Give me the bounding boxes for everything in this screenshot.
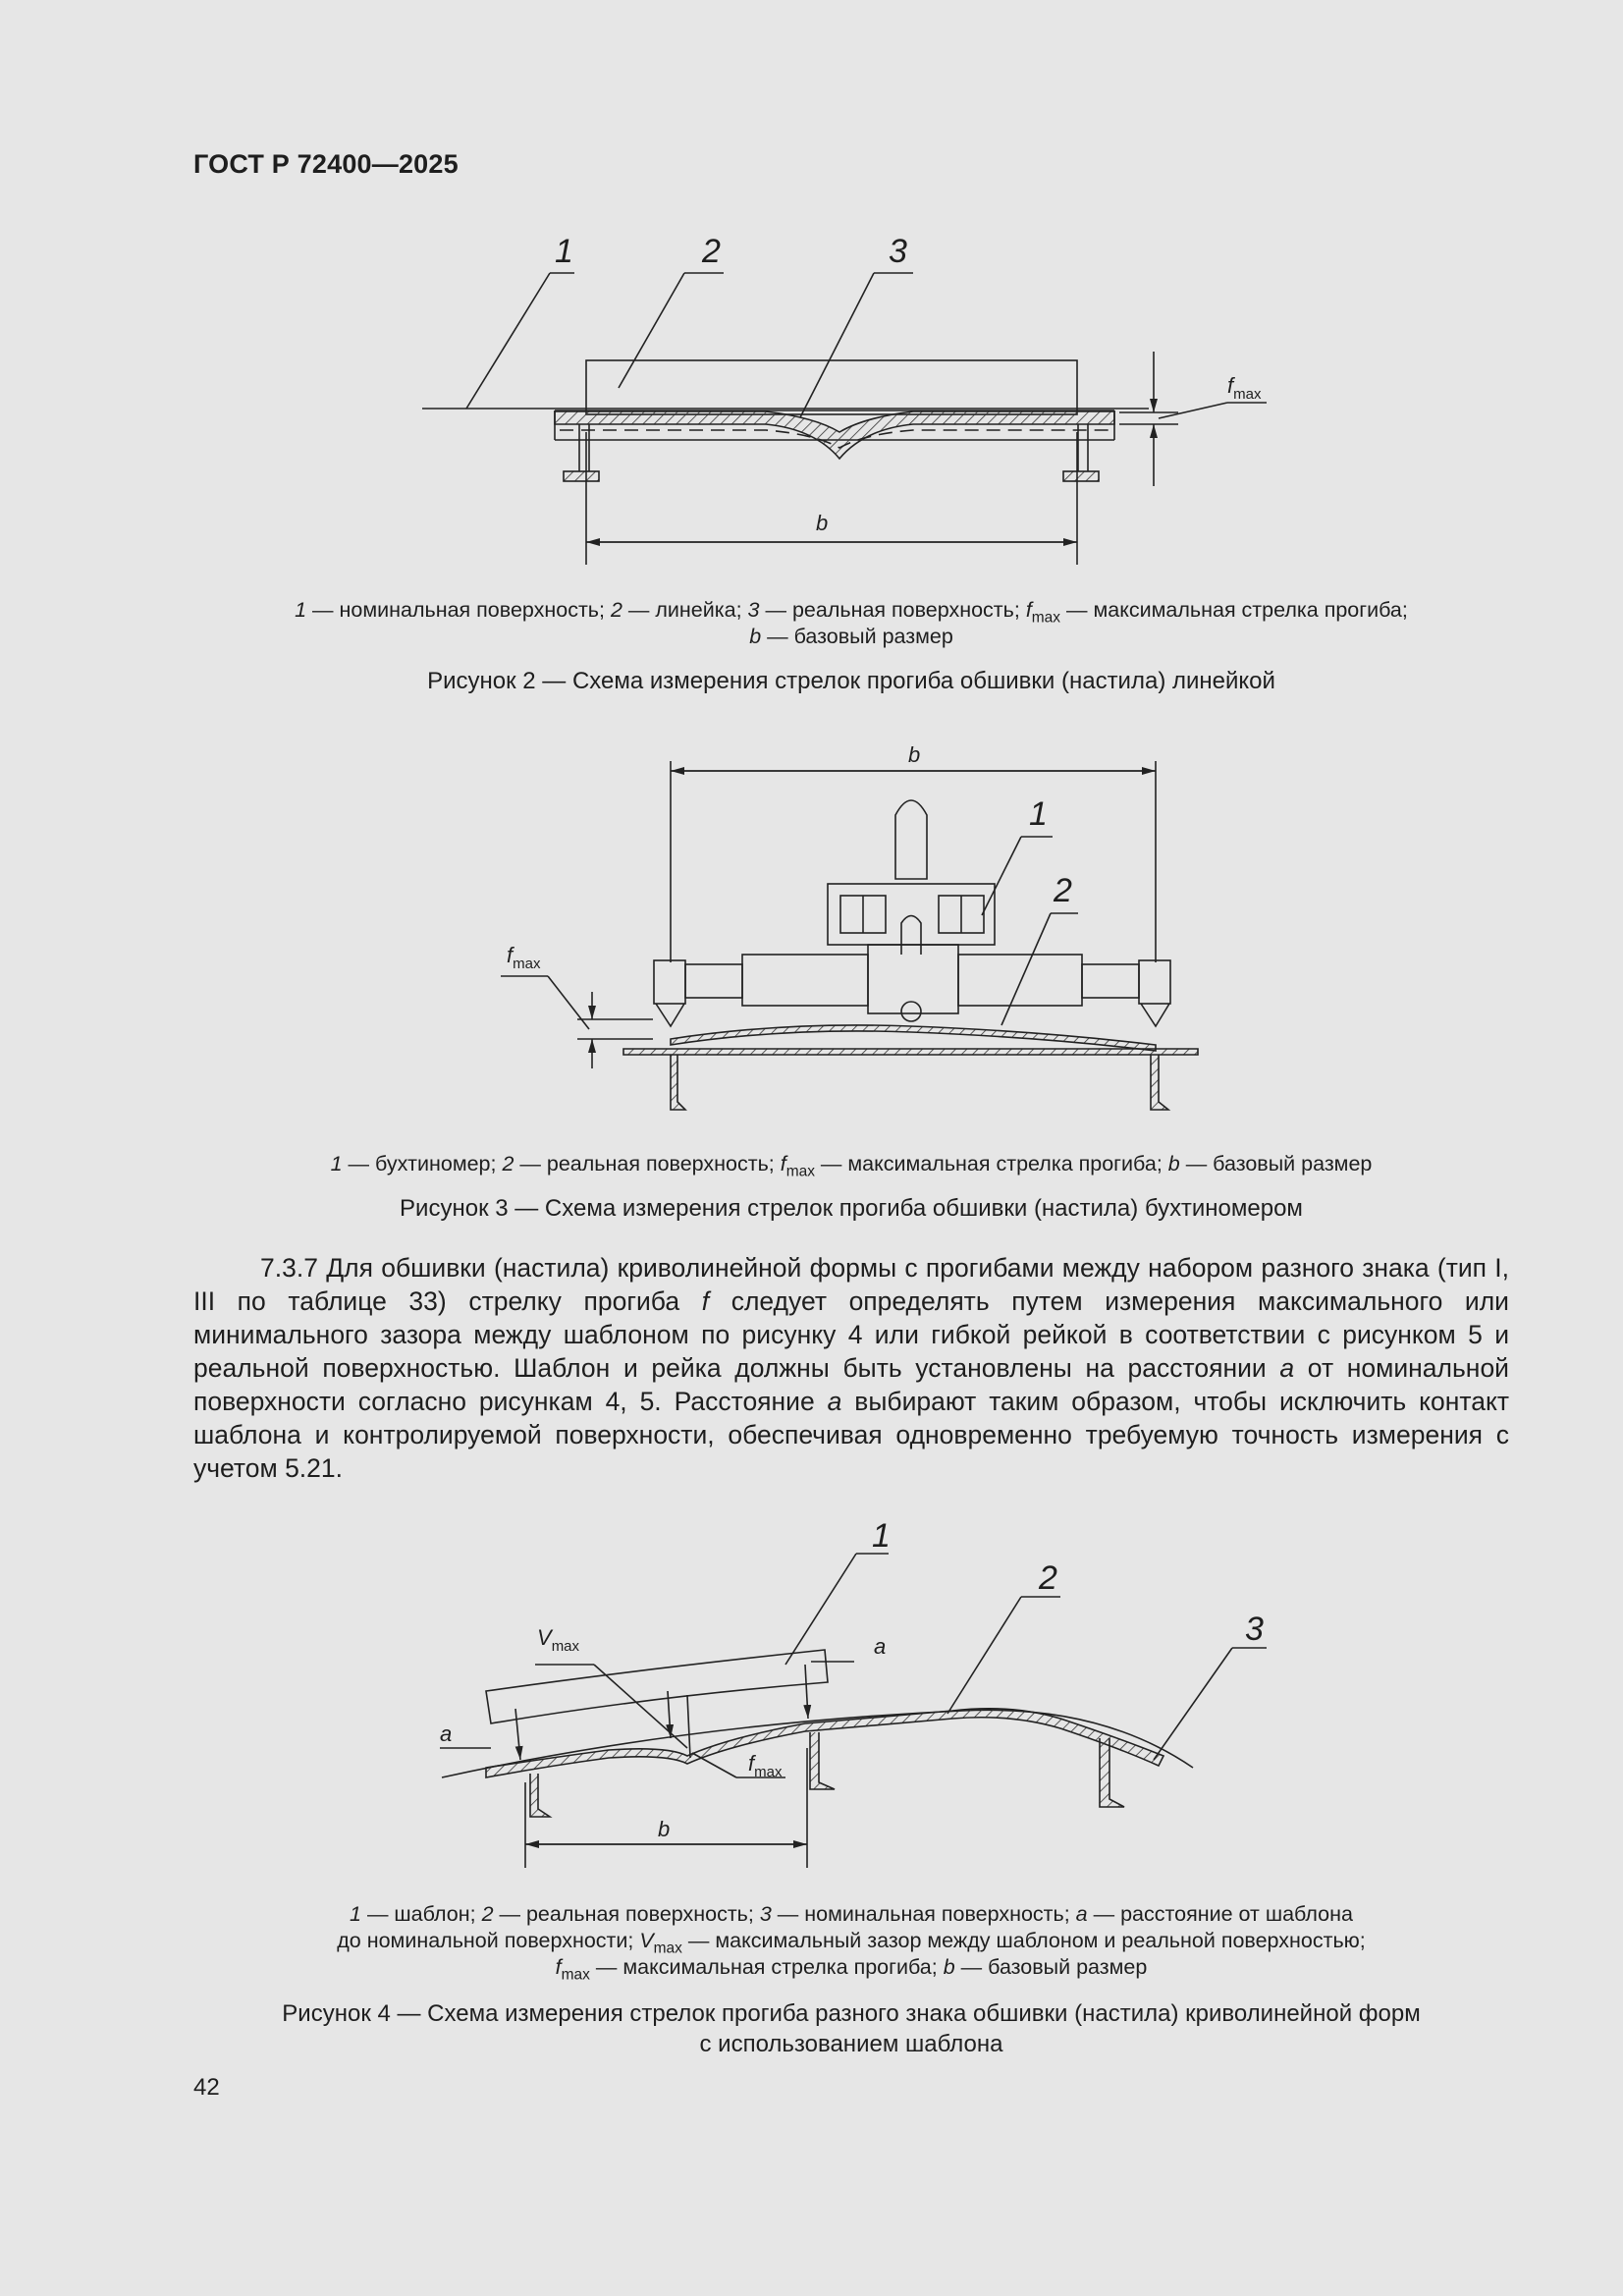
figure-2-diagram (0, 0, 1623, 589)
real-surface-plate (486, 1709, 1163, 1777)
italic-symbol: a (827, 1387, 842, 1416)
italic-symbol: 1 (330, 1152, 343, 1175)
italic-symbol: 2 (481, 1902, 494, 1926)
text-run: — реальная поверхность; (514, 1152, 781, 1175)
figure-4-diagram (0, 1503, 1623, 1876)
text-run: — реальная поверхность; (493, 1902, 760, 1926)
italic-symbol: V (639, 1929, 654, 1952)
italic-symbol: 1 (295, 598, 307, 622)
callout-3: 3 (889, 233, 907, 270)
italic-symbol: 3 (759, 1902, 772, 1926)
dimension-a-label-left: a (440, 1722, 453, 1746)
text-run: — максимальная стрелка прогиба; (1060, 598, 1408, 622)
text-run: от номинальной поверхности согласно рисункам 4, 5. Расстояние (193, 1353, 1509, 1416)
legend-line (193, 1151, 1509, 1180)
text-run: — бухтиномер; (342, 1152, 503, 1175)
callout-2: 2 (702, 233, 721, 270)
italic-symbol: f (701, 1286, 710, 1316)
text-run: до номинальной поверхности; (337, 1929, 640, 1952)
caption-line: Рисунок 4 — Схема измерения стрелок прогиба разного знака обшивки (настила) криволинейной форм (282, 2000, 1421, 2027)
figure-4-caption (193, 1998, 1509, 2059)
bukhtinomer-gauge (654, 800, 1170, 1026)
italic-symbol: f (1025, 598, 1032, 622)
legend-line (193, 624, 1509, 650)
italic-symbol: a (1279, 1353, 1295, 1383)
callout-1: 1 (1029, 795, 1048, 833)
text-run: — базовый размер (761, 625, 953, 648)
text-run: 7.3.7 Для обшивки (настила) криволинейной формы с прогибами между набором разного знака (тип I, III по таблице 33) стрелку прогиба (193, 1253, 1509, 1316)
text-run: — шаблон; (360, 1902, 482, 1926)
real-surface-plate (671, 1025, 1156, 1051)
text-run: — номинальная поверхность; (771, 1902, 1076, 1926)
legend-line (193, 1928, 1509, 1957)
italic-symbol: 2 (610, 598, 622, 622)
italic-symbol: a (1075, 1902, 1088, 1926)
dimension-f-label: $f_{max}$ (748, 1751, 783, 1780)
dimension-b-label: b (658, 1817, 671, 1841)
dimension-a-label-right: a (874, 1634, 887, 1659)
figure-3-diagram (0, 727, 1623, 1159)
text-run: — максимальный зазор между шаблоном и реальной поверхностью; (681, 1929, 1366, 1952)
italic-symbol: 3 (747, 598, 760, 622)
callout-1: 1 (872, 1517, 891, 1555)
template (486, 1650, 828, 1723)
figure-2-legend (193, 597, 1509, 650)
text-run: — расстояние от шаблона (1087, 1902, 1353, 1926)
italic-symbol: b (943, 1955, 955, 1979)
text-run: — максимальная стрелка прогиба; (589, 1955, 944, 1979)
legend-line (193, 1954, 1509, 1984)
dimension-v-label: $V_{max}$ (537, 1625, 580, 1655)
legend-line (193, 597, 1509, 627)
text-run: следует определять путем измерения максимального или минимального зазора между шаблоном по рисунку 4 или гибкой рейкой в соответствии с рисунком 5 и реальной поверхностью. Шаблон и рейка должны быть установлены на расстоянии (193, 1286, 1509, 1383)
dimension-b-label: b (908, 742, 921, 767)
italic-symbol: 1 (350, 1902, 361, 1926)
italic-symbol: f (780, 1152, 786, 1175)
text-run: — реальная поверхность; (759, 598, 1026, 622)
dimension-f-label: $f_{max}$ (1227, 373, 1262, 403)
subscript-text: max (561, 1966, 590, 1984)
italic-symbol: b (749, 625, 762, 648)
document-header: ГОСТ Р 72400—2025 (193, 149, 459, 179)
page-number: 42 (193, 2074, 220, 2101)
text-run: — максимальная стрелка прогиба; (814, 1152, 1168, 1175)
figure-4-legend (193, 1901, 1509, 1984)
text-run: — базовый размер (1179, 1152, 1373, 1175)
subscript-text: max (653, 1940, 682, 1957)
ruler (586, 360, 1077, 414)
paragraph-text (193, 1251, 1509, 1485)
figure-3-legend (193, 1151, 1509, 1180)
dimension-f-label: $f_{max}$ (507, 943, 541, 972)
body-paragraph (193, 1251, 1509, 1485)
subscript-text: max (1031, 609, 1061, 627)
text-run: — линейка; (622, 598, 748, 622)
legend-line (193, 1901, 1509, 1928)
caption-line: с использованием шаблона (699, 2031, 1003, 2057)
figure-3-caption: Рисунок 3 — Схема измерения стрелок прогиба обшивки (настила) бухтиномером (400, 1195, 1303, 1222)
real-surface-plate (555, 411, 1114, 459)
italic-symbol: b (1167, 1152, 1180, 1175)
callout-2: 2 (1039, 1559, 1057, 1597)
figure-2-caption: Рисунок 2 — Схема измерения стрелок прогиба обшивки (настила) линейкой (427, 668, 1275, 694)
text-run: выбирают таким образом, чтобы исключить контакт шаблона и контролируемой поверхности, обеспечивая одновременно требуемую точность измерения с учетом 5.21. (193, 1387, 1509, 1483)
text-run: — номинальная поверхность; (306, 598, 611, 622)
callout-1: 1 (555, 233, 573, 270)
subscript-text: max (785, 1163, 815, 1180)
italic-symbol: f (555, 1955, 562, 1979)
italic-symbol: 2 (502, 1152, 514, 1175)
callout-3: 3 (1245, 1611, 1264, 1648)
text-run: — базовый размер (954, 1955, 1148, 1979)
callout-2: 2 (1054, 872, 1072, 909)
dimension-b-label: b (816, 511, 829, 535)
